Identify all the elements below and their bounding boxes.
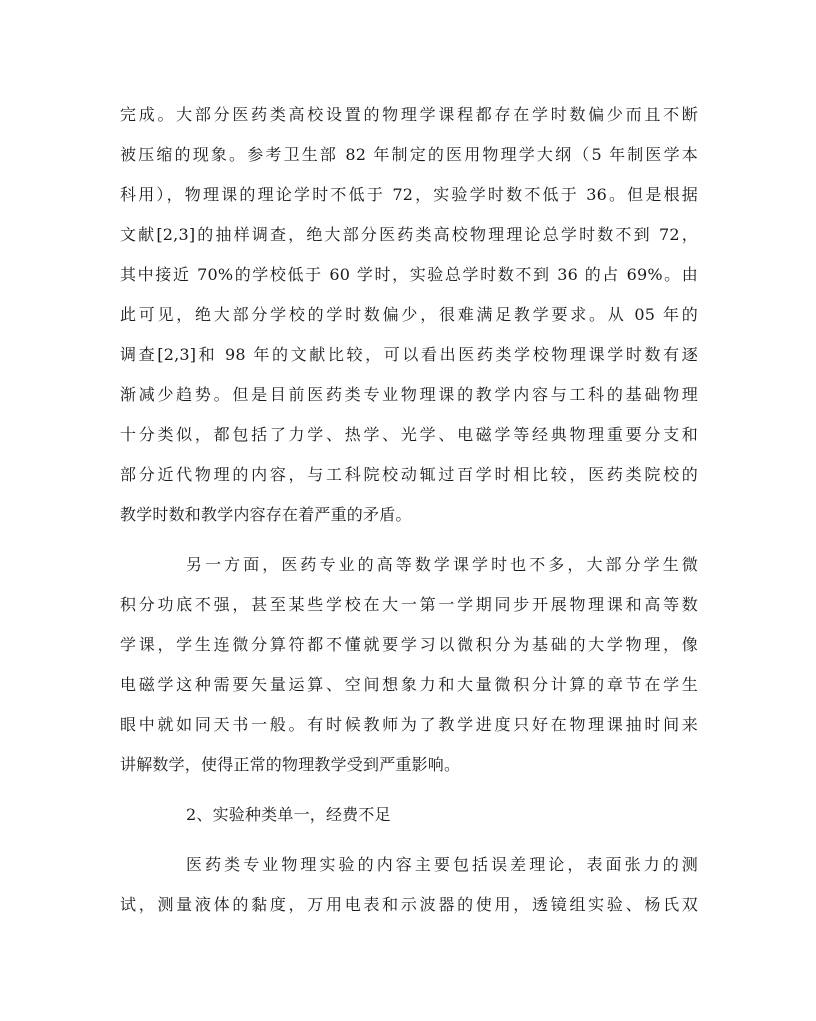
text-line: 电磁学这种需要矢量运算、空间想象力和大量微积分计算的章节在学生	[120, 675, 698, 694]
text-line: 试，测量液体的黏度，万用电表和示波器的使用，透镜组实验、杨氏双	[120, 895, 698, 914]
text-line: 十分类似，都包括了力学、热学、光学、电磁学等经典物理重要分支和	[120, 425, 698, 444]
text-line: 部分近代物理的内容，与工科院校动辄过百学时相比较，医药类院校的	[120, 465, 698, 484]
text-line: 科用），物理课的理论学时不低于 72，实验学时数不低于 36。但是根据	[120, 185, 698, 204]
text-line: 文献[2,3]的抽样调查，绝大部分医药类高校物理理论总学时数不到 72，	[120, 225, 698, 244]
text-line: 此可见，绝大部分学校的学时数偏少，很难满足教学要求。从 05 年的	[120, 305, 698, 324]
text-line: 被压缩的现象。参考卫生部 82 年制定的医用物理学大纲（5 年制医学本	[120, 145, 698, 164]
text-line: 积分功底不强，甚至某些学校在大一第一学期同步开展物理课和高等数	[120, 595, 698, 614]
text-line: 其中接近 70%的学校低于 60 学时，实验总学时数不到 36 的占 69%。由	[120, 265, 698, 284]
text-line: 渐减少趋势。但是目前医药类专业物理课的教学内容与工科的基础物理	[120, 385, 698, 404]
text-line: 调查[2,3]和 98 年的文献比较，可以看出医药类学校物理课学时数有逐	[120, 345, 698, 364]
text-line: 完成。大部分医药类高校设置的物理学课程都存在学时数偏少而且不断	[120, 105, 698, 124]
text-line: 眼中就如同天书一般。有时候教师为了教学进度只好在物理课抽时间来	[120, 715, 698, 734]
text-line: 另一方面，医药专业的高等数学课学时也不多，大部分学生微	[186, 555, 698, 574]
text-line: 讲解数学，使得正常的物理教学受到严重影响。	[120, 755, 461, 774]
text-line: 医药类专业物理实验的内容主要包括误差理论，表面张力的测	[186, 855, 698, 874]
section-heading: 2、实验种类单一，经费不足	[186, 805, 391, 824]
document-body	[120, 0, 698, 1021]
text-line: 学课，学生连微分算符都不懂就要学习以微积分为基础的大学物理，像	[120, 635, 698, 654]
text-line: 教学时数和教学内容存在着严重的矛盾。	[120, 505, 412, 524]
